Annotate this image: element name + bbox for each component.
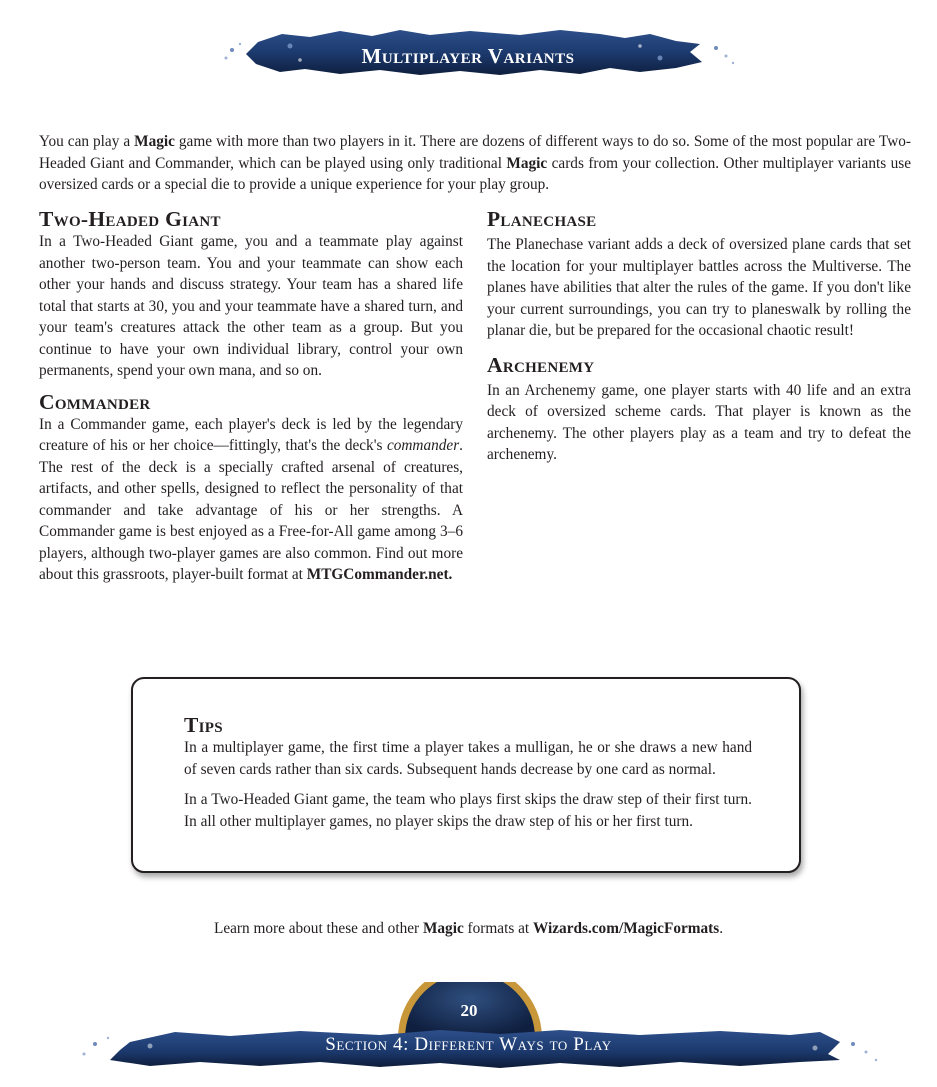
commander-italic: commander (386, 437, 460, 454)
brand-name: Magic (422, 920, 464, 937)
section-text: The Planechase variant adds a deck of oversized plane cards that set the location for your multiplayer battles across the Multiverse. The planes have abilities that alter the rules of the game. If you don't like your current surroundings, you can try to planeswalk by rolling the planar die, but be prepared for the occasional chaotic result! (487, 236, 911, 339)
intro-text: cards from your collection. Other multiplayer variants use oversized cards or a special die to provide a unique experience for your play group. (39, 154, 911, 193)
learn-text: Learn more about these and other (213, 920, 423, 937)
section-commander (39, 390, 463, 586)
tips-content (184, 713, 752, 841)
section-heading: Two-Headed Giant (39, 207, 221, 231)
tips-box (131, 677, 801, 873)
brand-name: Magic (134, 133, 175, 150)
commander-text: . The rest of the deck is a specially crafted arsenal of creatures, artifacts, and other spells, designed to reflect the personality of that commander and take advantage of his or her strengths. A Commander game is best enjoyed as a Free-for-All game among 3–6 players, although two-player games are also common. Find out more about this grassroots, player-built format at (39, 437, 463, 583)
section-two-headed-giant (39, 207, 463, 382)
section-planechase (487, 207, 911, 342)
section-heading: Commander (39, 389, 151, 414)
left-column (39, 207, 463, 594)
learn-text: formats at (463, 920, 533, 937)
section-text: In a Two-Headed Giant game, you and a teammate play against another two-person team. You and your teammate can show each other your hands and discuss strategy. Your team has a shared life total that starts at 30, you and your teammate have a shared turn, and your team's creatures attack the other team as a group. But you continue to have your own individual library, control your own permanents, spend your own mana, and so on. (39, 233, 463, 379)
tip-text: In a Two-Headed Giant game, the team who plays first skips the draw step of their first turn. In all other multiplayer games, no player skips the draw step of his or her first turn. (184, 791, 752, 830)
section-heading: Archenemy (487, 352, 595, 377)
page-number: 20 (460, 1001, 478, 1020)
section-heading: Planechase (487, 207, 597, 231)
learn-text: . (719, 920, 724, 937)
formats-link[interactable]: Wizards.com/MagicFormats (532, 920, 720, 937)
footer-banner (0, 982, 937, 1087)
intro-text: You can play a (39, 133, 135, 150)
tip-text: In a multiplayer game, the first time a player takes a mulligan, he or she draws a new hand of seven cards rather than six cards. Subsequent hands decrease by one card as normal. (184, 739, 752, 778)
page-title: Multiplayer Variants (361, 44, 575, 68)
commander-link[interactable]: MTGCommander.net. (306, 566, 453, 583)
learn-more-line (0, 918, 937, 939)
footer-section-title: Section 4: Different Ways to Play (325, 1034, 612, 1055)
section-text: In an Archenemy game, one player starts with 40 life and an extra deck of oversized scheme cards. That player is known as the archenemy. The other players play as a team and try to defeat the archenemy. (487, 381, 911, 463)
intro-paragraph (39, 131, 911, 196)
intro-text: game with more than two players in it. There are dozens of different ways to do so. Some of the most popular are Two-Headed Giant and Commander, which can be played using only traditional (39, 133, 911, 172)
right-column (487, 207, 911, 477)
commander-text: In a Commander game, each player's deck is led by the legendary creature of his or her choice—fittingly, that's the deck's (39, 415, 463, 454)
tips-heading: Tips (184, 713, 223, 737)
section-text (39, 414, 463, 586)
brand-name: Magic (506, 154, 548, 172)
title-banner (0, 28, 937, 83)
section-archenemy (487, 353, 911, 466)
